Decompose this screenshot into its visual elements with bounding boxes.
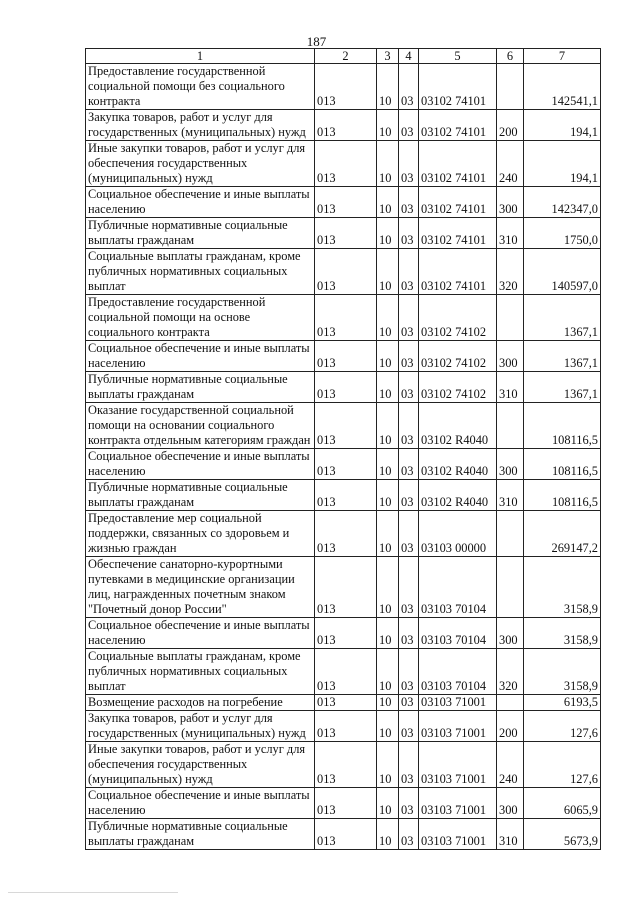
row-description: Социальное обеспечение и иные выплаты населению (86, 187, 315, 218)
table-row (86, 711, 601, 742)
ministry-code: 013 (315, 649, 377, 695)
expense-type-code: 310 (497, 372, 524, 403)
section-code: 10 (377, 480, 399, 511)
row-description: Социальное обеспечение и иные выплаты населению (86, 449, 315, 480)
row-description: Социальные выплаты гражданам, кроме публичных нормативных социальных выплат (86, 649, 315, 695)
table-row (86, 403, 601, 449)
column-header: 2 (315, 49, 377, 64)
table-row (86, 557, 601, 618)
column-header: 5 (419, 49, 497, 64)
target-article-code: 03102 R4040 (419, 449, 497, 480)
subsection-code: 03 (399, 449, 419, 480)
subsection-code: 03 (399, 480, 419, 511)
subsection-code: 03 (399, 341, 419, 372)
expense-type-code: 320 (497, 649, 524, 695)
target-article-code: 03103 71001 (419, 788, 497, 819)
section-code: 10 (377, 819, 399, 850)
target-article-code: 03102 74102 (419, 295, 497, 341)
ministry-code: 013 (315, 249, 377, 295)
amount: 194,1 (524, 141, 601, 187)
row-description: Предоставление государственной социальной помощи на основе социального контракта (86, 295, 315, 341)
expense-type-code: 300 (497, 618, 524, 649)
row-description: Предоставление государственной социальной помощи без социального контракта (86, 64, 315, 110)
subsection-code: 03 (399, 295, 419, 341)
section-code: 10 (377, 64, 399, 110)
target-article-code: 03103 70104 (419, 618, 497, 649)
row-description: Закупка товаров, работ и услуг для государственных (муниципальных) нужд (86, 110, 315, 141)
expense-type-code: 300 (497, 341, 524, 372)
expense-type-code: 310 (497, 819, 524, 850)
target-article-code: 03103 70104 (419, 557, 497, 618)
row-description: Публичные нормативные социальные выплаты гражданам (86, 218, 315, 249)
table-row (86, 341, 601, 372)
row-description: Иные закупки товаров, работ и услуг для обеспечения государственных (муниципальных) нужд (86, 742, 315, 788)
target-article-code: 03102 74101 (419, 249, 497, 295)
target-article-code: 03102 74102 (419, 372, 497, 403)
budget-table (85, 48, 601, 850)
row-description: Социальные выплаты гражданам, кроме публичных нормативных социальных выплат (86, 249, 315, 295)
amount: 1367,1 (524, 372, 601, 403)
section-code: 10 (377, 218, 399, 249)
ministry-code: 013 (315, 511, 377, 557)
target-article-code: 03103 71001 (419, 819, 497, 850)
amount: 142541,1 (524, 64, 601, 110)
amount: 142347,0 (524, 187, 601, 218)
target-article-code: 03102 74102 (419, 341, 497, 372)
expense-type-code (497, 511, 524, 557)
row-description: Иные закупки товаров, работ и услуг для обеспечения государственных (муниципальных) нужд (86, 141, 315, 187)
scan-artifact-line (8, 892, 178, 893)
ministry-code: 013 (315, 788, 377, 819)
target-article-code: 03102 74101 (419, 218, 497, 249)
expense-type-code: 320 (497, 249, 524, 295)
target-article-code: 03103 70104 (419, 649, 497, 695)
amount: 3158,9 (524, 557, 601, 618)
ministry-code: 013 (315, 341, 377, 372)
table-row (86, 295, 601, 341)
section-code: 10 (377, 249, 399, 295)
subsection-code: 03 (399, 141, 419, 187)
section-code: 10 (377, 788, 399, 819)
expense-type-code (497, 403, 524, 449)
row-description: Предоставление мер социальной поддержки, связанных со здоровьем и жизнью граждан (86, 511, 315, 557)
expense-type-code: 200 (497, 711, 524, 742)
ministry-code: 013 (315, 372, 377, 403)
subsection-code: 03 (399, 649, 419, 695)
target-article-code: 03102 74101 (419, 110, 497, 141)
table-row (86, 141, 601, 187)
target-article-code: 03102 74101 (419, 187, 497, 218)
expense-type-code: 200 (497, 110, 524, 141)
row-description: Обеспечение санаторно-курортными путевками в медицинские организации лиц, награжденных почетным знаком "Почетный донор России" (86, 557, 315, 618)
row-description: Социальное обеспечение и иные выплаты населению (86, 788, 315, 819)
section-code: 10 (377, 649, 399, 695)
amount: 1750,0 (524, 218, 601, 249)
ministry-code: 013 (315, 295, 377, 341)
target-article-code: 03103 71001 (419, 695, 497, 711)
amount: 269147,2 (524, 511, 601, 557)
ministry-code: 013 (315, 711, 377, 742)
section-code: 10 (377, 449, 399, 480)
target-article-code: 03102 R4040 (419, 403, 497, 449)
row-description: Оказание государственной социальной помощи на основании социального контракта отдельным категориям граждан (86, 403, 315, 449)
expense-type-code (497, 295, 524, 341)
table-row (86, 511, 601, 557)
ministry-code: 013 (315, 742, 377, 788)
amount: 127,6 (524, 711, 601, 742)
expense-type-code: 310 (497, 480, 524, 511)
section-code: 10 (377, 187, 399, 218)
table-row (86, 695, 601, 711)
table-row (86, 449, 601, 480)
expense-type-code: 240 (497, 141, 524, 187)
table-row (86, 64, 601, 110)
section-code: 10 (377, 141, 399, 187)
section-code: 10 (377, 695, 399, 711)
table-row (86, 819, 601, 850)
subsection-code: 03 (399, 511, 419, 557)
table-row (86, 110, 601, 141)
amount: 108116,5 (524, 403, 601, 449)
amount: 6065,9 (524, 788, 601, 819)
column-header: 1 (86, 49, 315, 64)
table-row (86, 788, 601, 819)
subsection-code: 03 (399, 618, 419, 649)
subsection-code: 03 (399, 788, 419, 819)
expense-type-code (497, 64, 524, 110)
column-header: 3 (377, 49, 399, 64)
target-article-code: 03103 71001 (419, 742, 497, 788)
amount: 1367,1 (524, 341, 601, 372)
section-code: 10 (377, 295, 399, 341)
target-article-code: 03102 R4040 (419, 480, 497, 511)
column-header: 7 (524, 49, 601, 64)
row-description: Публичные нормативные социальные выплаты гражданам (86, 819, 315, 850)
ministry-code: 013 (315, 557, 377, 618)
table-row (86, 187, 601, 218)
ministry-code: 013 (315, 64, 377, 110)
section-code: 10 (377, 403, 399, 449)
target-article-code: 03103 71001 (419, 711, 497, 742)
amount: 3158,9 (524, 649, 601, 695)
subsection-code: 03 (399, 695, 419, 711)
page-number: 187 (306, 34, 327, 49)
ministry-code: 013 (315, 480, 377, 511)
expense-type-code: 300 (497, 788, 524, 819)
ministry-code: 013 (315, 819, 377, 850)
header-row (86, 49, 601, 64)
amount: 127,6 (524, 742, 601, 788)
ministry-code: 013 (315, 403, 377, 449)
amount: 108116,5 (524, 480, 601, 511)
row-description: Публичные нормативные социальные выплаты гражданам (86, 372, 315, 403)
subsection-code: 03 (399, 711, 419, 742)
ministry-code: 013 (315, 187, 377, 218)
section-code: 10 (377, 742, 399, 788)
table-row (86, 480, 601, 511)
section-code: 10 (377, 711, 399, 742)
ministry-code: 013 (315, 695, 377, 711)
target-article-code: 03102 74101 (419, 141, 497, 187)
subsection-code: 03 (399, 249, 419, 295)
amount: 140597,0 (524, 249, 601, 295)
column-header: 6 (497, 49, 524, 64)
section-code: 10 (377, 618, 399, 649)
amount: 3158,9 (524, 618, 601, 649)
expense-type-code (497, 557, 524, 618)
table-row (86, 649, 601, 695)
subsection-code: 03 (399, 372, 419, 403)
subsection-code: 03 (399, 557, 419, 618)
target-article-code: 03102 74101 (419, 64, 497, 110)
row-description: Закупка товаров, работ и услуг для государственных (муниципальных) нужд (86, 711, 315, 742)
row-description: Публичные нормативные социальные выплаты гражданам (86, 480, 315, 511)
table-row (86, 742, 601, 788)
row-description: Социальное обеспечение и иные выплаты населению (86, 341, 315, 372)
target-article-code: 03103 00000 (419, 511, 497, 557)
amount: 1367,1 (524, 295, 601, 341)
expense-type-code (497, 695, 524, 711)
amount: 6193,5 (524, 695, 601, 711)
section-code: 10 (377, 372, 399, 403)
table-row (86, 218, 601, 249)
ministry-code: 013 (315, 141, 377, 187)
column-header: 4 (399, 49, 419, 64)
amount: 108116,5 (524, 449, 601, 480)
subsection-code: 03 (399, 403, 419, 449)
ministry-code: 013 (315, 449, 377, 480)
subsection-code: 03 (399, 110, 419, 141)
ministry-code: 013 (315, 618, 377, 649)
section-code: 10 (377, 511, 399, 557)
expense-type-code: 240 (497, 742, 524, 788)
expense-type-code: 300 (497, 449, 524, 480)
subsection-code: 03 (399, 64, 419, 110)
expense-type-code: 300 (497, 187, 524, 218)
subsection-code: 03 (399, 218, 419, 249)
table-row (86, 249, 601, 295)
table-row (86, 372, 601, 403)
amount: 194,1 (524, 110, 601, 141)
section-code: 10 (377, 110, 399, 141)
subsection-code: 03 (399, 742, 419, 788)
row-description: Возмещение расходов на погребение (86, 695, 315, 711)
ministry-code: 013 (315, 218, 377, 249)
table-row (86, 618, 601, 649)
ministry-code: 013 (315, 110, 377, 141)
section-code: 10 (377, 341, 399, 372)
expense-type-code: 310 (497, 218, 524, 249)
row-description: Социальное обеспечение и иные выплаты населению (86, 618, 315, 649)
subsection-code: 03 (399, 187, 419, 218)
section-code: 10 (377, 557, 399, 618)
subsection-code: 03 (399, 819, 419, 850)
amount: 5673,9 (524, 819, 601, 850)
